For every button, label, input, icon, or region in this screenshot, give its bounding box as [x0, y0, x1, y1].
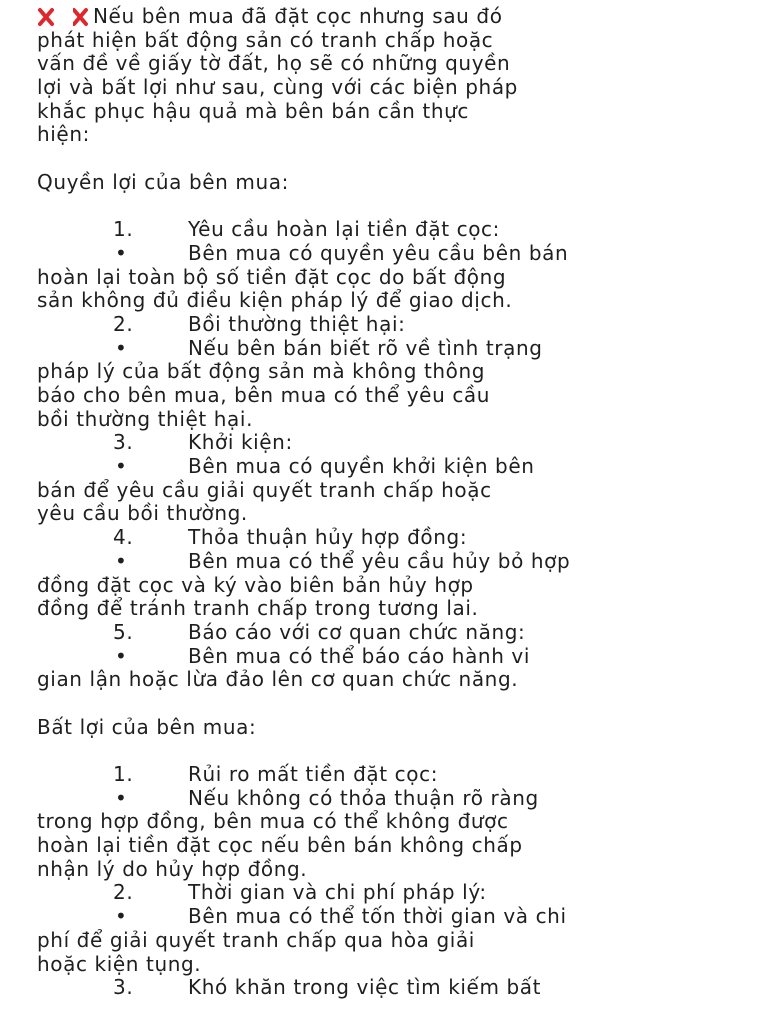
section-heading-disadvantages: Bất lợi của bên mua:	[37, 714, 257, 739]
bullet-continuation: đồng đặt cọc và ký vào biên bản hủy hợp	[37, 572, 474, 597]
bullet-continuation: yêu cầu bồi thường.	[37, 501, 248, 526]
bullet-continuation: gian lận hoặc lừa đảo lên cơ quan chức năng.	[37, 667, 519, 692]
bullet-continuation: phí để giải quyết tranh chấp qua hòa giải	[37, 927, 475, 952]
numbered-item	[37, 881, 753, 905]
bullet-continuation: đồng để tránh tranh chấp trong tương lai.	[37, 596, 479, 621]
intro-line: khắc phục hậu quả mà bên bán cần thực	[37, 98, 470, 123]
section-heading-rights: Quyền lợi của bên mua:	[37, 169, 289, 194]
disadvantages-list	[37, 763, 753, 1000]
bullet-continuation: trong hợp đồng, bên mua có thể không được	[37, 809, 509, 834]
item-number: 2.	[113, 880, 134, 905]
item-number: 3.	[113, 430, 134, 455]
numbered-item	[37, 976, 753, 1000]
intro-line: phát hiện bất động sản có tranh chấp hoặc	[37, 27, 494, 52]
numbered-item	[37, 763, 753, 787]
bullet-text: Nếu bên bán biết rõ về tình trạng	[188, 335, 543, 360]
bullet-text: Bên mua có quyền yêu cầu bên bán	[188, 240, 569, 265]
item-number: 4.	[113, 525, 134, 550]
item-title: Khó khăn trong việc tìm kiếm bất	[188, 975, 542, 1000]
item-number: 1.	[113, 217, 134, 242]
bullet-mark: •	[115, 548, 128, 573]
bullet-mark: •	[115, 454, 128, 479]
intro-line: vấn đề về giấy tờ đất, họ sẽ có những quyền	[37, 51, 511, 76]
spacer	[37, 692, 753, 716]
spacer	[37, 147, 753, 171]
item-title: Khởi kiện:	[188, 430, 293, 455]
numbered-item	[37, 218, 753, 242]
item-title: Thời gian và chi phí pháp lý:	[188, 880, 487, 905]
item-title: Thỏa thuận hủy hợp đồng:	[188, 525, 468, 550]
item-title: Bồi thường thiệt hại:	[188, 311, 406, 336]
bullet-continuation: bán để yêu cầu giải quyết tranh chấp hoặc	[37, 477, 492, 502]
bullet-item	[37, 787, 753, 811]
bullet-continuation: sản không đủ điều kiện pháp lý để giao dịch.	[37, 288, 513, 313]
item-number: 5.	[113, 619, 134, 644]
bullet-continuation: nhận lý do hủy hợp đồng.	[37, 856, 308, 881]
bullet-text: Bên mua có thể báo cáo hành vi	[188, 643, 531, 668]
intro-line: lợi và bất lợi như sau, cùng với các biện pháp	[37, 75, 518, 100]
numbered-item	[37, 313, 753, 337]
bullet-item	[37, 550, 753, 574]
bullet-text: Nếu không có thỏa thuận rõ ràng	[188, 785, 539, 810]
bullet-item	[37, 905, 753, 929]
bullet-continuation: bồi thường thiệt hại.	[37, 406, 254, 431]
bullet-mark: •	[115, 643, 128, 668]
numbered-item	[37, 526, 753, 550]
bullet-mark: •	[115, 335, 128, 360]
item-number: 2.	[113, 311, 134, 336]
item-title: Báo cáo với cơ quan chức năng:	[188, 619, 526, 644]
cross-mark-icon	[37, 7, 73, 27]
bullet-item	[37, 337, 753, 361]
bullet-mark: •	[115, 785, 128, 810]
intro-text: Nếu bên mua đã đặt cọc nhưng sau đó	[93, 4, 503, 28]
intro-line	[37, 5, 753, 29]
intro-paragraph	[37, 5, 753, 147]
bullet-text: Bên mua có quyền khởi kiện bên	[188, 454, 535, 479]
bullet-continuation: hoàn lại toàn bộ số tiền đặt cọc do bất động	[37, 264, 507, 289]
item-title: Yêu cầu hoàn lại tiền đặt cọc:	[188, 217, 500, 242]
bullet-continuation: pháp lý của bất động sản mà không thông	[37, 359, 486, 384]
bullet-continuation: hoặc kiện tụng.	[37, 951, 202, 976]
item-number: 1.	[113, 762, 134, 786]
bullet-text: Bên mua có thể tốn thời gian và chi	[188, 904, 567, 929]
bullet-mark: •	[115, 240, 128, 265]
item-number: 3.	[113, 975, 134, 1000]
spacer	[37, 739, 753, 763]
document-body	[37, 5, 753, 1000]
numbered-item	[37, 431, 753, 455]
bullet-text: Bên mua có thể yêu cầu hủy bỏ hợp	[188, 548, 571, 573]
numbered-item	[37, 621, 753, 645]
rights-list	[37, 218, 753, 692]
bullet-item	[37, 455, 753, 479]
item-title: Rủi ro mất tiền đặt cọc:	[188, 762, 439, 786]
spacer	[37, 195, 753, 219]
bullet-mark: •	[115, 904, 128, 929]
bullet-continuation: báo cho bên mua, bên mua có thể yêu cầu	[37, 383, 491, 407]
bullet-continuation: hoàn lại tiền đặt cọc nếu bên bán không chấp	[37, 833, 523, 858]
bullet-item	[37, 645, 753, 669]
bullet-item	[37, 242, 753, 266]
intro-line: hiện:	[37, 122, 90, 147]
